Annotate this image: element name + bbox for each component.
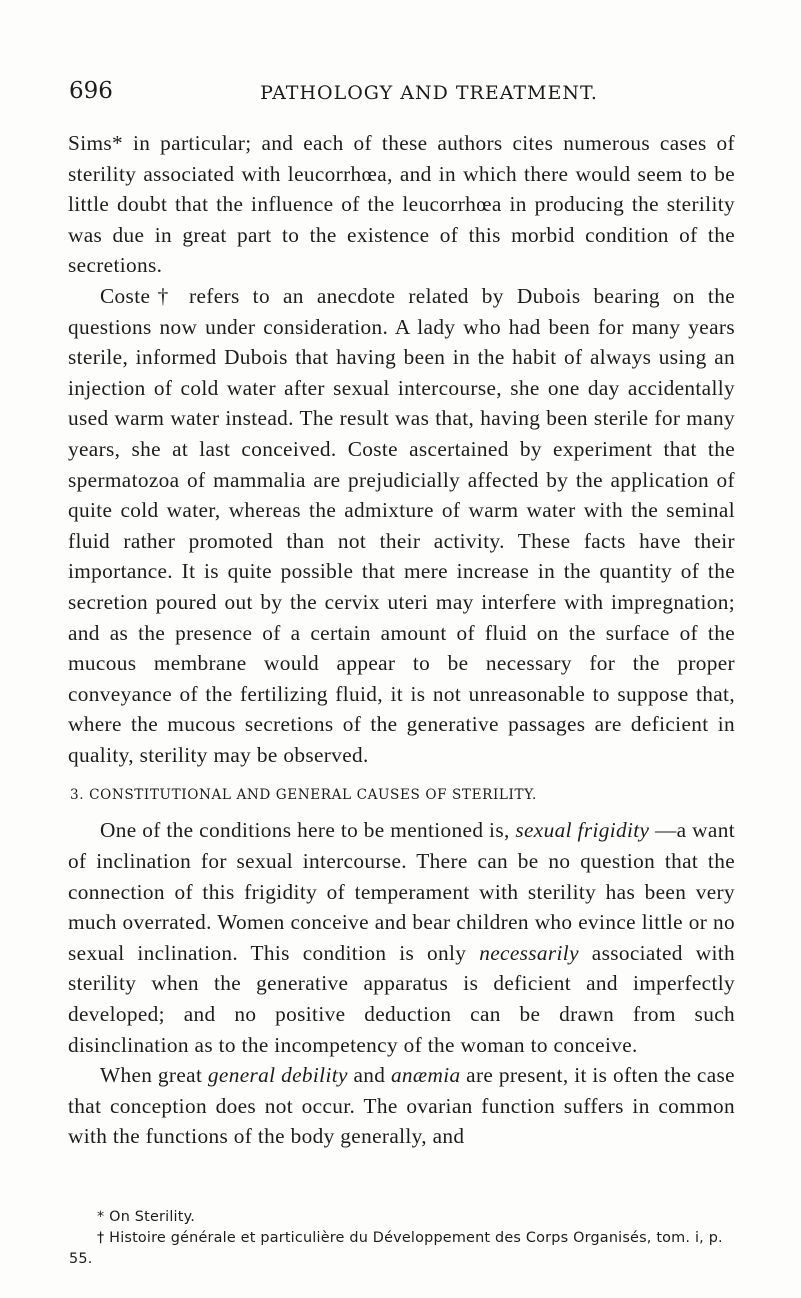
page-number: 696 (69, 78, 113, 104)
footnotes (69, 1207, 733, 1270)
paragraph-sims: Sims* in particular; and each of these authors cites numerous cases of sterility associated with leucorrhœa, and in which there would seem to be little doubt that the influence of the leucorrhœa in producing the sterility was due in great part to the existence of this morbid condition of the secretions. (68, 131, 735, 278)
paragraph-general-debility (68, 1060, 735, 1152)
section-heading: 3. CONSTITUTIONAL AND GENERAL CAUSES OF STERILITY. (70, 787, 537, 804)
italic-term: necessarily (479, 940, 579, 965)
page-header (69, 78, 729, 108)
paragraph-sexual-frigidity (68, 815, 735, 1060)
text-run: —a want of inclination for sexual intercourse. There can be no question that the connection of this frigidity of temperament with sterility has been very much overrated. Women conceive and bear children who evince little or no sexual inclination. This condition is only (68, 818, 735, 965)
text-run: are present, it is often the case that conception does not occur. The ovarian function suffers in common with the functions of the body generally, and (68, 1063, 735, 1149)
italic-term: anæmia (390, 1063, 461, 1088)
body-text (68, 128, 735, 1152)
paragraph-coste: Coste† refers to an anecdote related by Dubois bearing on the questions now under consideration. A lady who had been for many years sterile, informed Dubois that having been in the habit of always using an injection of cold water after sexual intercourse, she one day accidentally used warm water instead. The result was that, having been sterile for many years, she at last conceived. Coste ascertained by experiment that the spermatozoa of mammalia are prejudicially affected by the application of quite cold water, whereas the admixture of warm water with the seminal fluid rather promoted than not their activity. These facts have their importance. It is quite possible that mere increase in the quantity of the secretion poured out by the cervix uteri may interfere with impregnation; and as the presence of a certain amount of fluid on the surface of the mucous membrane would appear to be necessary for the proper conveyance of the fertilizing fluid, it is not unreasonable to suppose that, where the mucous secretions of the generative passages are deficient in quality, sterility may be observed. (68, 283, 735, 767)
text-run: and (347, 1063, 391, 1088)
footnote-sterility: * On Sterility. (97, 1209, 196, 1225)
text-run: One of the conditions here to be mentioned is, (100, 818, 516, 843)
running-head: PATHOLOGY AND TREATMENT. (260, 82, 598, 104)
italic-term: general debility (207, 1063, 348, 1088)
footnote-histoire: † Histoire générale et particulière du Développement des Corps Organisés, tom. i, p. 55. (69, 1230, 723, 1267)
text-run: When great (100, 1063, 208, 1088)
italic-term: sexual frigidity (515, 818, 650, 843)
text-run: associated with sterility when the generative apparatus is deficient and imperfectly developed; and no positive deduction can be drawn from such disinclination as to the incompetency of the woman to conceive. (68, 940, 735, 1057)
